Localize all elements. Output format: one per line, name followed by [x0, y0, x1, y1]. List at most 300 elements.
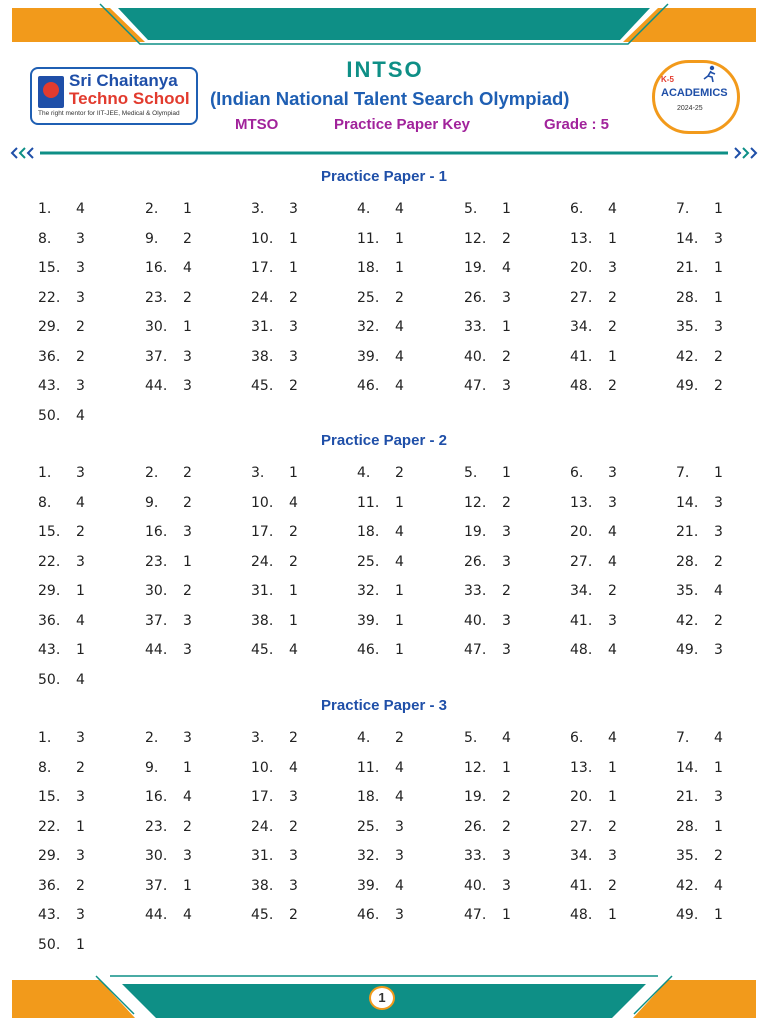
question-number: 9. [145, 494, 159, 511]
question-number: 41. [570, 877, 593, 894]
question-number: 31. [251, 583, 274, 599]
answer-item [38, 524, 85, 540]
question-number: 23. [145, 289, 168, 306]
answer-value: 1 [395, 583, 404, 599]
page-subtitle: (Indian National Talent Search Olympiad) [210, 88, 570, 109]
answer-value: 1 [714, 289, 723, 306]
answer-value: 3 [714, 230, 723, 247]
answer-item [38, 789, 85, 805]
question-number: 2. [145, 465, 159, 481]
question-number: 49. [676, 907, 699, 923]
question-number: 20. [570, 260, 593, 276]
question-number: 46. [357, 907, 380, 923]
answer-item [357, 730, 404, 746]
question-number: 14. [676, 230, 699, 247]
school-logo [30, 67, 198, 125]
answer-value: 2 [714, 848, 723, 864]
answer-value: 2 [502, 494, 511, 511]
answer-value: 3 [183, 642, 192, 658]
answer-value: 4 [395, 201, 404, 217]
question-number: 43. [38, 907, 61, 923]
question-number: 40. [464, 612, 487, 629]
answer-value: 3 [76, 789, 85, 805]
answer-item [570, 348, 617, 365]
section-title: Practice Paper - 1 [321, 168, 447, 185]
question-number: 47. [464, 907, 487, 923]
question-number: 50. [38, 936, 61, 953]
answer-item [251, 612, 298, 629]
answer-item [357, 524, 404, 540]
answer-item [38, 818, 85, 835]
answer-value: 3 [76, 553, 85, 570]
answer-item [251, 260, 298, 276]
question-number: 3. [251, 465, 265, 481]
answer-item [251, 348, 298, 365]
answer-item [464, 642, 511, 658]
answer-value: 1 [714, 759, 723, 776]
question-number: 16. [145, 260, 168, 276]
answer-item [357, 201, 404, 217]
answer-item [38, 759, 85, 776]
question-number: 2. [145, 730, 159, 746]
question-number: 17. [251, 260, 274, 276]
answer-item [676, 583, 723, 599]
question-number: 39. [357, 877, 380, 894]
school-emblem-icon [38, 76, 64, 108]
answer-value: 1 [502, 465, 511, 481]
answer-value: 3 [608, 260, 617, 276]
answer-item [251, 378, 298, 394]
question-number: 5. [464, 201, 478, 217]
question-number: 4. [357, 201, 371, 217]
answer-value: 1 [714, 260, 723, 276]
question-number: 6. [570, 730, 584, 746]
answer-value: 3 [502, 378, 511, 394]
answer-item [357, 319, 404, 335]
question-number: 45. [251, 642, 274, 658]
answer-item [570, 848, 617, 864]
question-number: 25. [357, 818, 380, 835]
question-number: 8. [38, 494, 52, 511]
answer-item [145, 289, 192, 306]
answer-value: 3 [502, 848, 511, 864]
question-number: 11. [357, 759, 380, 776]
answer-value: 2 [714, 378, 723, 394]
answer-value: 1 [395, 642, 404, 658]
question-number: 19. [464, 789, 487, 805]
question-number: 41. [570, 612, 593, 629]
answer-value: 3 [714, 524, 723, 540]
question-number: 35. [676, 848, 699, 864]
answer-item [464, 494, 511, 511]
question-number: 24. [251, 553, 274, 570]
answer-value: 2 [183, 289, 192, 306]
answer-item [145, 730, 192, 746]
question-number: 28. [676, 818, 699, 835]
answer-value: 1 [395, 494, 404, 511]
answer-item [357, 877, 404, 894]
answer-item [251, 230, 298, 247]
answer-item [145, 230, 192, 247]
answer-item [251, 730, 298, 746]
answer-item [676, 494, 723, 511]
answer-value: 2 [502, 348, 511, 365]
question-number: 12. [464, 494, 487, 511]
answer-item [676, 642, 723, 658]
question-number: 5. [464, 730, 478, 746]
question-number: 16. [145, 524, 168, 540]
answer-value: 3 [289, 877, 298, 894]
question-number: 29. [38, 583, 61, 599]
answer-value: 2 [608, 289, 617, 306]
question-number: 34. [570, 583, 593, 599]
answer-item [464, 612, 511, 629]
question-number: 15. [38, 789, 61, 805]
answer-item [464, 319, 511, 335]
answer-value: 4 [608, 524, 617, 540]
question-number: 3. [251, 730, 265, 746]
answer-value: 2 [76, 319, 85, 335]
answer-item [251, 289, 298, 306]
answer-value: 1 [608, 759, 617, 776]
answer-value: 1 [395, 612, 404, 629]
answer-item [251, 877, 298, 894]
answer-item [38, 642, 85, 658]
answer-value: 4 [395, 524, 404, 540]
answer-value: 3 [183, 730, 192, 746]
school-name-line1: Sri Chaitanya [69, 71, 178, 90]
answer-item [145, 612, 192, 629]
answer-item [570, 877, 617, 894]
answer-item [570, 201, 617, 217]
answer-item [570, 759, 617, 776]
answer-value: 4 [183, 907, 192, 923]
question-number: 32. [357, 848, 380, 864]
question-number: 37. [145, 877, 168, 894]
section-title: Practice Paper - 3 [321, 697, 447, 714]
question-number: 14. [676, 494, 699, 511]
answer-item [145, 848, 192, 864]
answer-item [676, 319, 723, 335]
question-number: 19. [464, 260, 487, 276]
answer-value: 1 [608, 348, 617, 365]
answer-value: 2 [502, 789, 511, 805]
answer-value: 3 [183, 524, 192, 540]
answer-item [38, 612, 85, 629]
answer-value: 3 [502, 642, 511, 658]
question-number: 11. [357, 230, 380, 247]
answer-item [676, 465, 723, 481]
question-number: 33. [464, 583, 487, 599]
answer-item [38, 583, 85, 599]
answer-value: 4 [714, 877, 723, 894]
answer-value: 2 [76, 877, 85, 894]
answer-item [357, 789, 404, 805]
answer-value: 4 [395, 553, 404, 570]
question-number: 44. [145, 642, 168, 658]
answer-item [464, 789, 511, 805]
question-number: 9. [145, 759, 159, 776]
question-number: 27. [570, 553, 593, 570]
question-number: 9. [145, 230, 159, 247]
answer-item [251, 642, 298, 658]
question-number: 38. [251, 348, 274, 365]
question-number: 42. [676, 877, 699, 894]
answer-item [145, 642, 192, 658]
answer-item [38, 730, 85, 746]
question-number: 37. [145, 348, 168, 365]
answer-value: 3 [289, 348, 298, 365]
answer-item [676, 730, 723, 746]
answer-value: 4 [289, 494, 298, 511]
answer-item [357, 378, 404, 394]
answer-value: 1 [714, 818, 723, 835]
question-number: 23. [145, 818, 168, 835]
answer-item [357, 289, 404, 306]
answer-item [464, 348, 511, 365]
question-number: 2. [145, 201, 159, 217]
answer-item [464, 818, 511, 835]
question-number: 30. [145, 848, 168, 864]
answer-value: 2 [714, 553, 723, 570]
question-number: 39. [357, 612, 380, 629]
answer-value: 1 [76, 936, 85, 953]
top-banner [0, 0, 768, 48]
question-number: 39. [357, 348, 380, 365]
answer-value: 3 [502, 553, 511, 570]
question-number: 31. [251, 319, 274, 335]
answer-value: 2 [76, 348, 85, 365]
answer-value: 2 [289, 553, 298, 570]
answer-value: 2 [502, 230, 511, 247]
question-number: 48. [570, 642, 593, 658]
question-number: 14. [676, 759, 699, 776]
answer-item [570, 612, 617, 629]
answer-value: 3 [608, 465, 617, 481]
answer-value: 2 [183, 583, 192, 599]
answer-item [145, 378, 192, 394]
question-number: 7. [676, 730, 690, 746]
question-number: 25. [357, 553, 380, 570]
answer-item [251, 789, 298, 805]
answer-value: 1 [608, 789, 617, 805]
question-number: 42. [676, 612, 699, 629]
question-number: 8. [38, 759, 52, 776]
answer-value: 2 [183, 494, 192, 511]
answer-value: 3 [714, 494, 723, 511]
answer-item [38, 348, 85, 365]
question-number: 21. [676, 260, 699, 276]
question-number: 43. [38, 378, 61, 394]
answer-item [464, 877, 511, 894]
answer-item [464, 201, 511, 217]
answer-value: 1 [502, 907, 511, 923]
question-number: 21. [676, 789, 699, 805]
answer-item [38, 936, 85, 953]
answer-item [464, 553, 511, 570]
question-number: 13. [570, 494, 593, 511]
answer-value: 1 [502, 201, 511, 217]
question-number: 47. [464, 378, 487, 394]
question-number: 32. [357, 583, 380, 599]
answer-value: 3 [395, 818, 404, 835]
question-number: 46. [357, 378, 380, 394]
answer-value: 2 [502, 818, 511, 835]
answer-value: 1 [395, 260, 404, 276]
answer-item [357, 642, 404, 658]
question-number: 47. [464, 642, 487, 658]
answer-value: 3 [76, 848, 85, 864]
answer-value: 1 [76, 642, 85, 658]
answer-item [570, 378, 617, 394]
page-number: 1 [369, 986, 395, 1010]
answer-item [357, 612, 404, 629]
answer-value: 2 [502, 583, 511, 599]
answer-value: 3 [76, 289, 85, 306]
answer-item [676, 818, 723, 835]
answer-value: 4 [395, 319, 404, 335]
header-divider [10, 144, 758, 162]
answer-item [38, 260, 85, 276]
question-number: 28. [676, 289, 699, 306]
answer-value: 2 [76, 759, 85, 776]
answer-value: 1 [714, 201, 723, 217]
answer-value: 3 [502, 524, 511, 540]
subject-label: MTSO [235, 116, 279, 133]
answer-item [38, 319, 85, 335]
answer-item [570, 818, 617, 835]
answer-item [357, 553, 404, 570]
answer-item [38, 407, 85, 424]
answer-value: 1 [183, 877, 192, 894]
answer-value: 4 [608, 642, 617, 658]
question-number: 22. [38, 289, 61, 306]
answer-item [145, 524, 192, 540]
badge-academics-text: ACADEMICS [661, 87, 728, 99]
answer-value: 4 [76, 671, 85, 688]
answer-value: 2 [183, 818, 192, 835]
answer-value: 3 [608, 494, 617, 511]
answer-value: 1 [289, 230, 298, 247]
answer-value: 2 [76, 524, 85, 540]
answer-value: 2 [395, 730, 404, 746]
answer-value: 2 [395, 465, 404, 481]
question-number: 20. [570, 524, 593, 540]
question-number: 1. [38, 730, 52, 746]
answer-item [357, 465, 404, 481]
answer-value: 3 [714, 789, 723, 805]
answer-item [38, 671, 85, 688]
answer-item [145, 494, 192, 511]
answer-item [38, 848, 85, 864]
answer-item [145, 553, 192, 570]
answer-value: 1 [714, 465, 723, 481]
answer-value: 2 [714, 348, 723, 365]
answer-value: 3 [502, 612, 511, 629]
answer-value: 3 [76, 260, 85, 276]
answer-value: 1 [502, 319, 511, 335]
answer-item [676, 201, 723, 217]
answer-item [464, 848, 511, 864]
answer-value: 2 [183, 230, 192, 247]
answer-item [357, 583, 404, 599]
answer-item [357, 759, 404, 776]
answer-item [357, 494, 404, 511]
question-number: 6. [570, 465, 584, 481]
question-number: 26. [464, 289, 487, 306]
answer-value: 4 [76, 494, 85, 511]
answer-item [357, 848, 404, 864]
answer-value: 1 [714, 907, 723, 923]
badge-k5-text: K-5 [661, 75, 674, 84]
answer-value: 4 [608, 201, 617, 217]
answer-value: 3 [183, 378, 192, 394]
question-number: 21. [676, 524, 699, 540]
section-title: Practice Paper - 2 [321, 432, 447, 449]
question-number: 30. [145, 319, 168, 335]
answer-item [38, 494, 85, 511]
answer-value: 4 [76, 407, 85, 424]
question-number: 16. [145, 789, 168, 805]
answer-item [145, 319, 192, 335]
question-number: 19. [464, 524, 487, 540]
question-number: 24. [251, 818, 274, 835]
answer-item [251, 201, 298, 217]
answer-item [676, 553, 723, 570]
answer-item [145, 348, 192, 365]
answer-item [38, 907, 85, 923]
answer-item [570, 289, 617, 306]
answer-item [676, 230, 723, 247]
answer-value: 1 [289, 583, 298, 599]
badge-year-text: 2024-25 [677, 105, 703, 112]
answer-value: 4 [76, 201, 85, 217]
answer-value: 2 [608, 818, 617, 835]
answer-value: 4 [502, 260, 511, 276]
answer-value: 4 [395, 789, 404, 805]
answer-value: 1 [289, 260, 298, 276]
answer-item [145, 789, 192, 805]
question-number: 12. [464, 230, 487, 247]
answer-item [676, 877, 723, 894]
answer-item [251, 524, 298, 540]
question-number: 18. [357, 260, 380, 276]
question-number: 34. [570, 848, 593, 864]
answer-value: 2 [289, 378, 298, 394]
question-number: 10. [251, 230, 274, 247]
answer-value: 2 [289, 289, 298, 306]
answer-item [676, 289, 723, 306]
answer-item [570, 465, 617, 481]
answer-value: 1 [76, 583, 85, 599]
answer-value: 4 [714, 730, 723, 746]
answer-item [570, 494, 617, 511]
answer-item [676, 348, 723, 365]
question-number: 44. [145, 378, 168, 394]
question-number: 10. [251, 759, 274, 776]
answer-item [676, 848, 723, 864]
question-number: 4. [357, 465, 371, 481]
answer-value: 3 [395, 907, 404, 923]
answer-value: 1 [183, 319, 192, 335]
question-number: 29. [38, 848, 61, 864]
answer-item [570, 230, 617, 247]
question-number: 45. [251, 907, 274, 923]
answer-item [464, 730, 511, 746]
answer-item [357, 260, 404, 276]
question-number: 24. [251, 289, 274, 306]
answer-value: 3 [183, 612, 192, 629]
